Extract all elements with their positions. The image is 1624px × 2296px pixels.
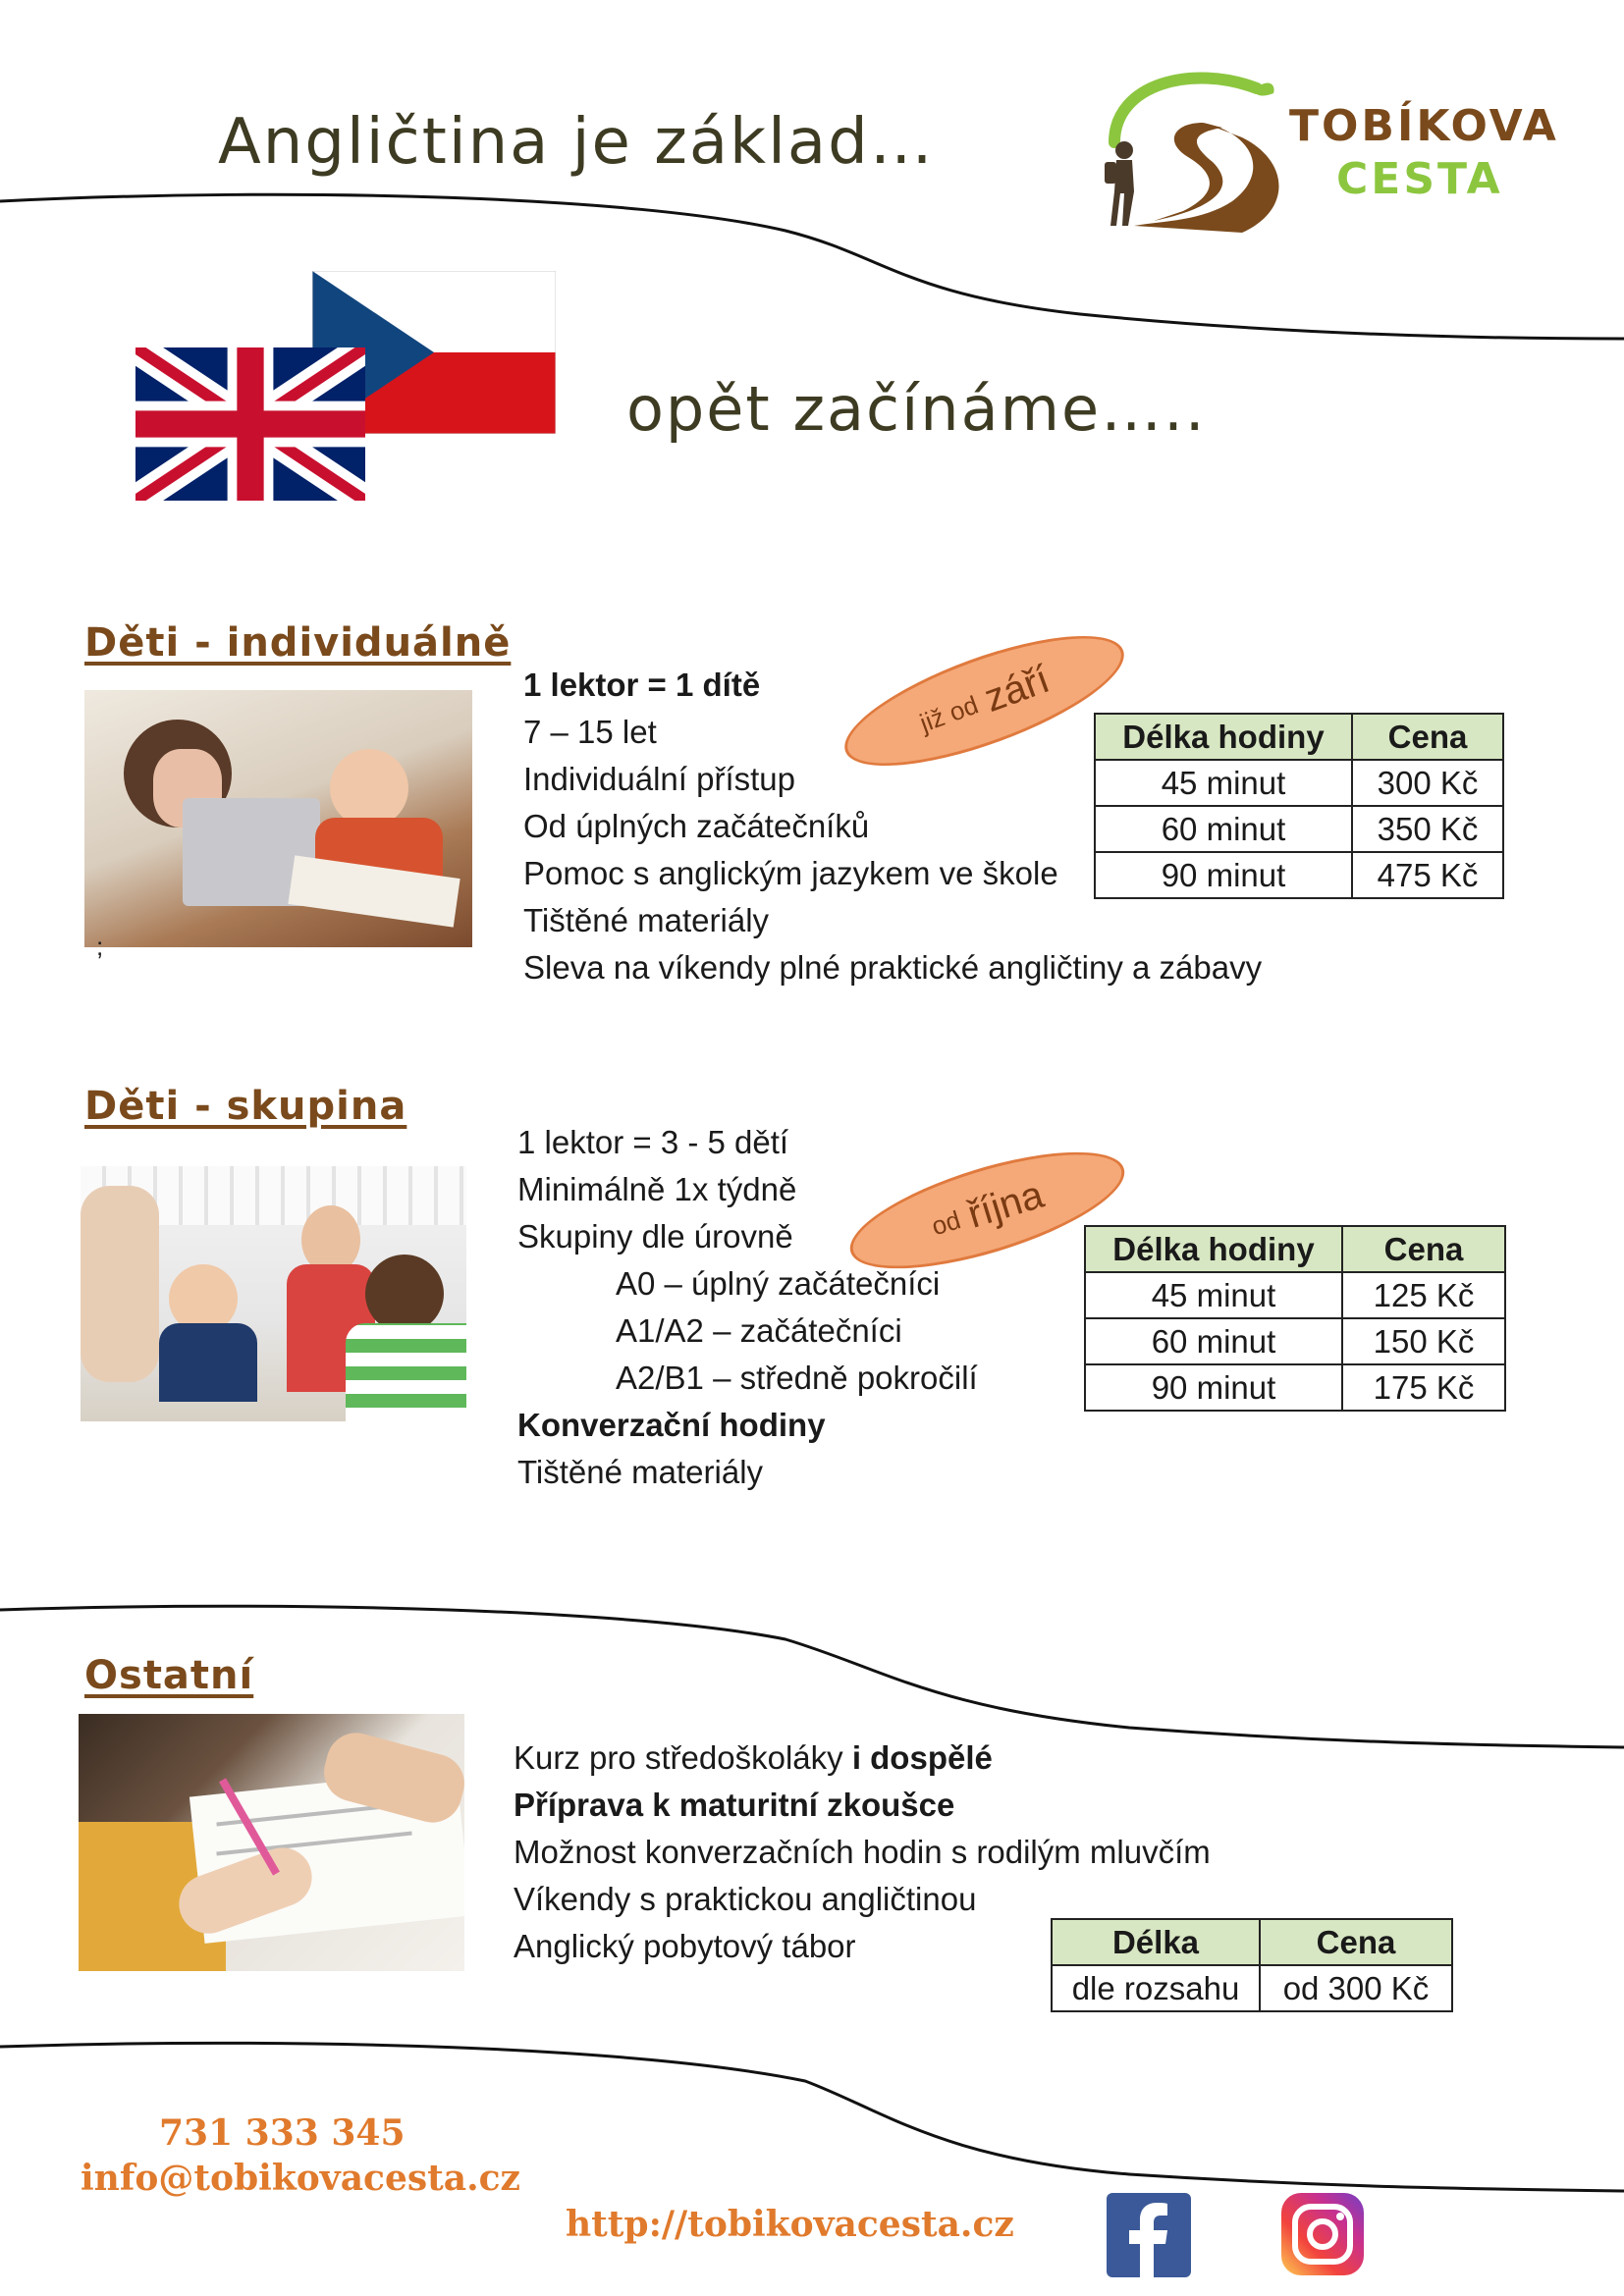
logo-path-icon — [1095, 64, 1281, 236]
table-header-row — [1052, 1919, 1452, 1965]
table-cell: 45 minut — [1095, 760, 1352, 806]
table-cell: 350 Kč — [1352, 806, 1503, 852]
feature-line: 1 lektor = 1 dítě — [523, 667, 761, 703]
feature-line: Tištěné materiály — [523, 902, 770, 938]
feature-line: A2/B1 – středně pokročilí — [616, 1360, 978, 1396]
table-header-duration: Délka — [1052, 1919, 1260, 1965]
contact-phone[interactable]: 731 333 345 — [159, 2112, 406, 2154]
table-cell: 150 Kč — [1342, 1318, 1505, 1364]
feature-line: 1 lektor = 3 - 5 dětí — [517, 1124, 789, 1160]
table-header-row — [1085, 1226, 1505, 1272]
feature-line: Anglický pobytový tábor — [514, 1928, 856, 1964]
badge-big-text: října — [962, 1172, 1049, 1237]
website-link[interactable]: http://tobikovacesta.cz — [566, 2204, 1014, 2245]
table-header-row — [1095, 714, 1503, 760]
table-row — [1095, 806, 1503, 852]
feature-line: Individuální přístup — [523, 761, 796, 797]
price-table-group — [1084, 1225, 1506, 1412]
feature-line: Sleva na víkendy plné praktické angličtiny a zábavy — [523, 949, 1263, 986]
instagram-icon[interactable] — [1281, 2193, 1364, 2275]
logo — [1095, 64, 1559, 240]
table-cell: 125 Kč — [1342, 1272, 1505, 1318]
table-header-duration: Délka hodiny — [1085, 1226, 1342, 1272]
table-cell: 300 Kč — [1352, 760, 1503, 806]
feature-line: Skupiny dle úrovně — [517, 1218, 793, 1255]
page-subtitle: opět začínáme….. — [626, 373, 1207, 445]
table-cell: 60 minut — [1085, 1318, 1342, 1364]
feature-line: Konverzační hodiny — [517, 1407, 826, 1443]
photo-writing-exam — [79, 1714, 464, 1971]
table-header-price: Cena — [1260, 1919, 1452, 1965]
table-header-price: Cena — [1342, 1226, 1505, 1272]
feature-line — [514, 1735, 1211, 1782]
badge-small-text: od — [928, 1203, 964, 1241]
facebook-icon[interactable] — [1107, 2193, 1191, 2277]
table-cell: 475 Kč — [1352, 852, 1503, 898]
table-row — [1052, 1965, 1452, 2011]
table-cell: 60 minut — [1095, 806, 1352, 852]
uk-flag-icon — [135, 347, 365, 501]
table-row — [1095, 852, 1503, 898]
table-row — [1085, 1364, 1505, 1411]
feature-line: Pomoc s anglickým jazykem ve škole — [523, 855, 1058, 891]
feature-line: Příprava k maturitní zkoušce — [514, 1787, 955, 1823]
stray-mark: ; — [96, 932, 104, 961]
table-cell: dle rozsahu — [1052, 1965, 1260, 2011]
table-row — [1095, 760, 1503, 806]
feature-line: Možnost konverzačních hodin s rodilým mluvčím — [514, 1834, 1211, 1870]
feature-line: Tištěné materiály — [517, 1454, 764, 1490]
page-title: Angličtina je základ… — [218, 106, 935, 179]
feature-text: Kurz pro středoškoláky — [514, 1739, 852, 1776]
contact-email-link[interactable]: info@tobikovacesta.cz — [81, 2158, 520, 2199]
section2-feature-list — [517, 1119, 978, 1496]
table-row — [1085, 1318, 1505, 1364]
table-cell: 90 minut — [1085, 1364, 1342, 1411]
table-cell: 90 minut — [1095, 852, 1352, 898]
feature-line: 7 – 15 let — [523, 714, 657, 750]
price-table-other — [1051, 1918, 1453, 2012]
photo-children-group — [81, 1166, 466, 1421]
feature-text-bold: i dospělé — [851, 1739, 993, 1776]
badge-big-text: září — [978, 657, 1056, 721]
table-cell: 45 minut — [1085, 1272, 1342, 1318]
feature-line: A0 – úplný začátečníci — [616, 1265, 941, 1302]
photo-tutor-with-child — [84, 690, 472, 947]
feature-line: Od úplných začátečníků — [523, 808, 870, 844]
badge-small-text: již od — [915, 689, 982, 738]
logo-text-cesta: CESTA — [1336, 154, 1503, 204]
section-heading-other: Ostatní — [84, 1653, 254, 1698]
table-cell: 175 Kč — [1342, 1364, 1505, 1411]
feature-line: Minimálně 1x týdně — [517, 1171, 797, 1207]
table-cell: od 300 Kč — [1260, 1965, 1452, 2011]
feature-line: Víkendy s praktickou angličtinou — [514, 1881, 977, 1917]
section-heading-group: Děti - skupina — [84, 1084, 407, 1129]
logo-text-tobikova: TOBÍKOVA — [1289, 101, 1559, 151]
table-header-price: Cena — [1352, 714, 1503, 760]
table-row — [1085, 1272, 1505, 1318]
table-header-duration: Délka hodiny — [1095, 714, 1352, 760]
price-table-individual — [1094, 713, 1504, 899]
feature-line: A1/A2 – začátečníci — [616, 1312, 902, 1349]
section-heading-individual: Děti - individuálně — [84, 620, 512, 666]
